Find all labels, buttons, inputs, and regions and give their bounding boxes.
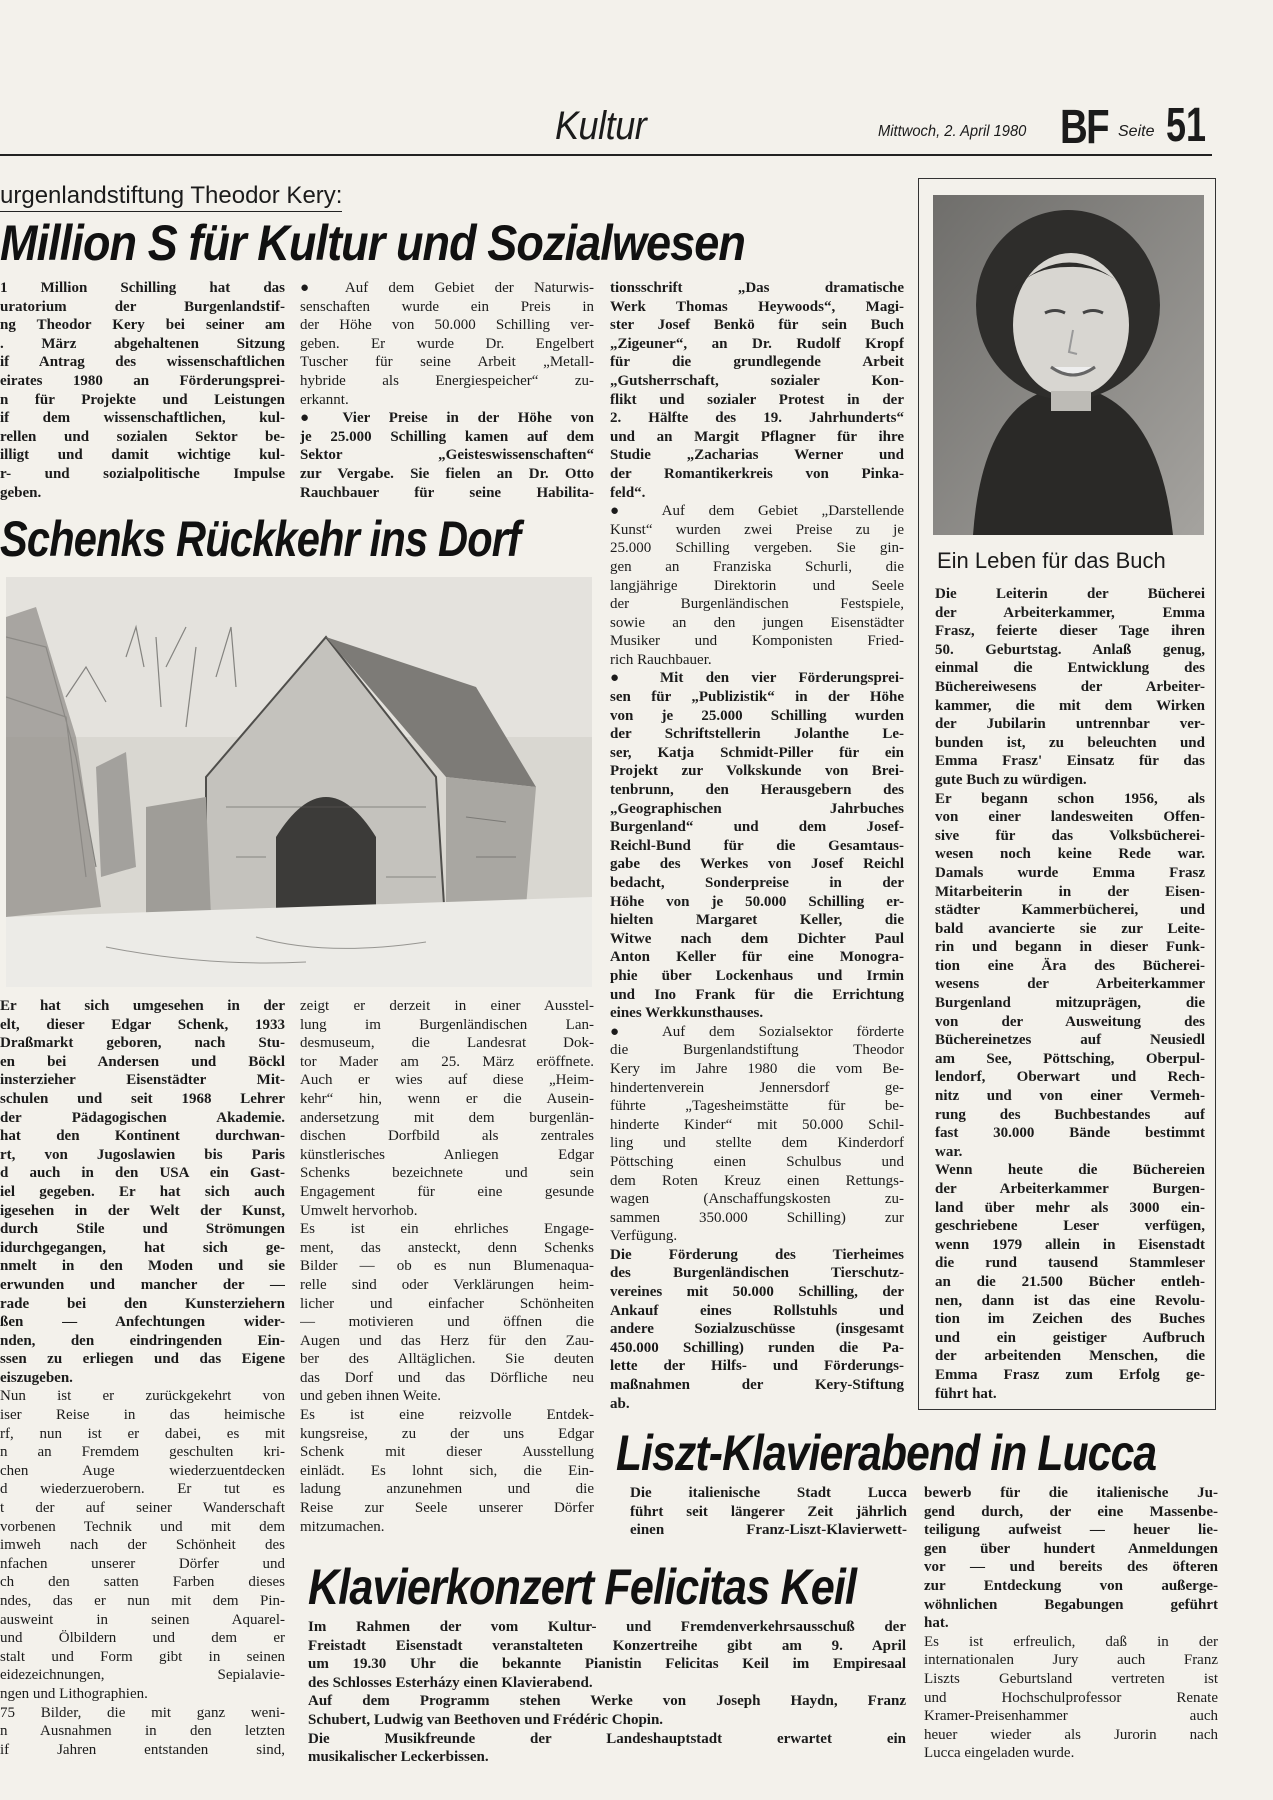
text-line: erkannt. bbox=[300, 391, 349, 408]
text-line: ßen — Anfechtungen wider- bbox=[0, 1314, 285, 1331]
article2-column-1 bbox=[0, 997, 285, 1759]
text-line: gen an Franziska Schurli, die bbox=[610, 558, 904, 575]
text-line: vereines mit 50.000 Schilling, der bbox=[610, 1284, 904, 1301]
paragraph bbox=[630, 1484, 907, 1540]
text-line: Auch er wies auf diese „Heim- bbox=[300, 1072, 594, 1089]
text-line: künstlerisches Anliegen Edgar bbox=[300, 1146, 594, 1163]
headline-million-s: Million S für Kultur und Sozialwesen bbox=[0, 215, 745, 271]
text-line: Burgenland mitzuprägen, die bbox=[935, 995, 1205, 1012]
text-line: ng Theodor Kery bei seiner am bbox=[0, 317, 285, 334]
paragraph bbox=[300, 279, 594, 409]
text-line: ser, Katja Schmidt-Piller für ein bbox=[610, 744, 904, 761]
text-line: zur Vergabe. Sie fielen an Dr. Otto bbox=[300, 465, 594, 482]
text-line: vorbenen Technik und mit dem bbox=[0, 1518, 285, 1535]
text-line: rin und begann in dieser Funk- bbox=[935, 939, 1205, 956]
text-line: Draßmarkt geboren, nach Stu- bbox=[0, 1035, 285, 1052]
paragraph bbox=[935, 1161, 1205, 1403]
text-line: . März abgehaltenen Sitzung bbox=[0, 335, 285, 352]
text-line: für die grundlegende Arbeit bbox=[610, 354, 904, 371]
text-line: sowie an den jungen Eisenstädter bbox=[610, 614, 904, 631]
text-line: andersetzung mit dem burgenlän- bbox=[300, 1109, 594, 1126]
text-line: Die Leiterin der Bücherei bbox=[935, 586, 1205, 602]
text-line: Engagement für eine gesunde bbox=[300, 1183, 594, 1200]
text-line: vor — und bereits des öfteren bbox=[924, 1559, 1218, 1576]
text-line: ssen zu erliegen und das Eigene bbox=[0, 1351, 285, 1368]
article2-column-2 bbox=[300, 997, 594, 1536]
text-line: Tuscher für seine Arbeit „Metall- bbox=[300, 354, 594, 371]
text-line: r- und sozialpolitische Impulse bbox=[0, 465, 285, 482]
paragraph bbox=[610, 1246, 904, 1413]
text-line: zeigt er derzeit in einer Ausstel- bbox=[300, 998, 594, 1014]
text-line: Kramer-Preisenhammer auch bbox=[924, 1708, 1218, 1725]
text-line: und geben ihnen Weite. bbox=[300, 1388, 441, 1405]
page-number: 51 bbox=[1166, 99, 1207, 152]
text-line: Büchereinetzes auf Neusiedl bbox=[935, 1032, 1205, 1049]
text-line: imweh nach der Schönheit des bbox=[0, 1537, 285, 1554]
article3-column-2 bbox=[924, 1484, 1218, 1763]
text-line: ● Auf dem Gebiet der Naturwis- bbox=[300, 280, 594, 296]
text-line: iser Reise in das heimische bbox=[0, 1407, 285, 1424]
text-line: Die italienische Stadt Lucca bbox=[630, 1485, 907, 1501]
text-line: 2. Hälfte des 19. Jahrhunderts“ bbox=[610, 410, 904, 427]
text-line: hielten Margaret Keller, die bbox=[610, 912, 904, 929]
text-line: eidezeichnungen, Sepialavie- bbox=[0, 1667, 285, 1684]
text-line: 25.000 Schilling vergeben. Sie gin- bbox=[610, 540, 904, 557]
text-line: der Jubilarin untrennbar ver- bbox=[935, 716, 1205, 733]
text-line: hindertenverein Jennersdorf ge- bbox=[610, 1079, 904, 1096]
text-line: ● Auf dem Sozialsektor förderte bbox=[610, 1023, 904, 1040]
text-line: illigt und damit wichtige kul- bbox=[0, 447, 285, 464]
text-line: mitzumachen. bbox=[300, 1518, 385, 1535]
text-line: wenn 1979 allein in Eisenstadt bbox=[935, 1236, 1205, 1253]
text-line: der Höhe von 50.000 Schilling ver- bbox=[300, 317, 594, 334]
text-line: Emma Frasz zum Erfolg ge- bbox=[935, 1366, 1205, 1383]
text-line: Frasz, feierte dieser Tage ihren bbox=[935, 623, 1205, 640]
article1-column-3 bbox=[610, 279, 904, 1413]
text-line: der Pädagogischen Akademie. bbox=[0, 1109, 285, 1126]
text-line: idurchgegangen, hat sich ge- bbox=[0, 1239, 285, 1256]
text-line: hinderte Kinder“ mit 50.000 Schil- bbox=[610, 1116, 904, 1133]
text-line: langjährige Direktorin und Seele bbox=[610, 577, 904, 594]
text-line: des Schlosses Esterházy einen Klavierabend. bbox=[308, 1674, 593, 1691]
text-line: der Arbeiterkammer, Emma bbox=[935, 604, 1205, 621]
text-line: relle sind oder Verklärungen heim- bbox=[300, 1276, 594, 1293]
text-line: wöhnlichen Begabungen geführt bbox=[924, 1596, 1218, 1613]
text-line: Studie „Zacharias Werner und bbox=[610, 447, 904, 464]
paragraph bbox=[610, 669, 904, 1022]
text-line: lette der Hilfs- und Förderungs- bbox=[610, 1358, 904, 1375]
text-line: Damals wurde Emma Frasz bbox=[935, 864, 1205, 881]
text-line: geben. bbox=[0, 484, 42, 501]
text-line: 75 Bilder, die mit ganz weni- bbox=[0, 1704, 285, 1721]
paragraph bbox=[300, 409, 594, 502]
text-line: lung im Burgenländischen Lan- bbox=[300, 1016, 594, 1033]
paragraph bbox=[935, 585, 1205, 790]
text-line: Mitarbeiterin in der Eisen- bbox=[935, 883, 1205, 900]
text-line: tion im Zeichen des Buches bbox=[935, 1311, 1205, 1328]
text-line: n an Fremdem geschulten kri- bbox=[0, 1444, 285, 1461]
text-line: Rauchbauer für seine Habilita- bbox=[300, 484, 594, 501]
paragraph bbox=[0, 1387, 285, 1703]
text-line: Es ist ein ehrliches Engage- bbox=[300, 1221, 594, 1238]
text-line: führt seit längerer Zeit jährlich bbox=[630, 1503, 907, 1520]
text-line: tor Mader am 25. März eröffnete. bbox=[300, 1053, 594, 1070]
text-line: von je 25.000 Schilling wurden bbox=[610, 707, 904, 724]
text-line: if Antrag des wissenschaftlichen bbox=[0, 354, 285, 371]
text-line: internationalen Jury auch Franz bbox=[924, 1652, 1218, 1669]
text-line: iel gegeben. Er hat sich auch bbox=[0, 1183, 285, 1200]
text-line: Im Rahmen der vom Kultur- und Fremdenverkehrsausschuß der bbox=[308, 1619, 906, 1635]
text-line: Musiker und Komponisten Fried- bbox=[610, 633, 904, 650]
text-line: Umwelt hervorhob. bbox=[300, 1202, 418, 1219]
text-line: — motivieren und öffnen die bbox=[300, 1314, 594, 1331]
text-line: sen für „Publizistik“ in der Höhe bbox=[610, 689, 904, 706]
text-line: Ankauf eines Rollstuhls und bbox=[610, 1302, 904, 1319]
text-line: tion eine Ära des Bücherei- bbox=[935, 957, 1205, 974]
text-line: eines Werkkunsthauses. bbox=[610, 1005, 764, 1022]
text-line: von einer landesweiten Offen- bbox=[935, 809, 1205, 826]
text-line: Höhe von je 50.000 Schilling er- bbox=[610, 893, 904, 910]
text-line: führt hat. bbox=[935, 1385, 997, 1402]
text-line: Emma Frasz' Einsatz für das bbox=[935, 753, 1205, 770]
paragraph bbox=[300, 1406, 594, 1536]
text-line: je 25.000 Schilling kamen auf dem bbox=[300, 428, 594, 445]
text-line: Schenks bezeichnete und sein bbox=[300, 1165, 594, 1182]
text-line: ● Vier Preise in der Höhe von bbox=[300, 410, 594, 427]
text-line: wesens der Arbeiterkammer bbox=[935, 976, 1205, 993]
paragraph bbox=[610, 279, 904, 502]
text-line: ngen und Lithographien. bbox=[0, 1685, 148, 1702]
text-line: gute Buch zu würdigen. bbox=[935, 771, 1087, 788]
text-line: Augen und das Herz für den Zau- bbox=[300, 1332, 594, 1349]
text-line: Kunst“ wurden zwei Preise zu je bbox=[610, 521, 904, 538]
text-line: desmuseum, die Landesrat Dok- bbox=[300, 1035, 594, 1052]
text-line: Es ist eine reizvolle Entdek- bbox=[300, 1407, 594, 1424]
text-line: bunden ist, zu beleuchten und bbox=[935, 734, 1205, 751]
text-line: elt, dieser Edgar Schenk, 1933 bbox=[0, 1016, 285, 1033]
text-line: und Ölbildern und dem er bbox=[0, 1630, 285, 1647]
text-line: Es ist erfreulich, daß in der bbox=[924, 1633, 1218, 1650]
text-line: stalt und Form gibt in seinen bbox=[0, 1648, 285, 1665]
text-line: teiligung aufweist — heuer lie- bbox=[924, 1522, 1218, 1539]
text-line: heuer wieder als Jurorin nach bbox=[924, 1726, 1218, 1743]
article3-column-1 bbox=[630, 1484, 907, 1540]
paragraph bbox=[308, 1692, 906, 1729]
text-line: ● Auf dem Gebiet „Darstellende bbox=[610, 503, 904, 520]
text-line: hybride als Energiespeicher“ zu- bbox=[300, 372, 594, 389]
text-line: nitz und von einer Vermeh- bbox=[935, 1088, 1205, 1105]
village-sketch-image bbox=[6, 577, 592, 987]
text-line: Sektor „Geisteswissenschaften“ bbox=[300, 447, 594, 464]
text-line: tenbrunn, den Herausgebern des bbox=[610, 782, 904, 799]
text-line: if Jahren entstanden sind, bbox=[0, 1741, 285, 1758]
text-line: Liszts Geburtsland vertreten ist bbox=[924, 1670, 1218, 1687]
section-title: Kultur bbox=[555, 104, 647, 148]
paragraph bbox=[924, 1633, 1218, 1763]
text-line: Bilder — ob es nun Blumenaqua- bbox=[300, 1258, 594, 1275]
text-line: gend durch, der eine Massenbe- bbox=[924, 1503, 1218, 1520]
paragraph bbox=[935, 790, 1205, 1162]
text-line: ment, das ansteckt, denn Schenks bbox=[300, 1239, 594, 1256]
text-line: von der Ausweitung des bbox=[935, 1013, 1205, 1030]
text-line: andere Sozialzuschüsse (insgesamt bbox=[610, 1321, 904, 1338]
text-line: führte „Tagesheimstätte für be- bbox=[610, 1098, 904, 1115]
text-line: Schenk mit dieser Ausstellung bbox=[300, 1444, 594, 1461]
text-line: phie über Lockenhaus und Irmin bbox=[610, 967, 904, 984]
text-line: igesehen in der Welt der Kunst, bbox=[0, 1202, 285, 1219]
text-line: senschaften wurde ein Preis in bbox=[300, 298, 594, 315]
text-line: maßnahmen der Kery-Stiftung bbox=[610, 1377, 904, 1394]
text-line: 450.000 Schilling) runden die Pa- bbox=[610, 1339, 904, 1356]
text-line: d auch in den USA ein Gast- bbox=[0, 1165, 285, 1182]
text-line: ch den satten Farben dieses bbox=[0, 1574, 285, 1591]
text-line: ladung anzunehmen und die bbox=[300, 1481, 594, 1498]
text-line: flikt und sozialer Protest in der bbox=[610, 391, 904, 408]
text-line: Kery im Jahre 1980 die vom Be- bbox=[610, 1060, 904, 1077]
headline-klavierkonzert: Klavierkonzert Felicitas Keil bbox=[308, 1559, 857, 1615]
text-line: hat. bbox=[924, 1615, 949, 1632]
text-line: rt, von Jugoslawien bis Paris bbox=[0, 1146, 285, 1163]
text-line: uratorium der Burgenlandstif- bbox=[0, 298, 285, 315]
paragraph bbox=[308, 1618, 906, 1692]
text-line: Wenn heute die Büchereien bbox=[935, 1162, 1205, 1179]
paragraph bbox=[0, 1704, 285, 1760]
text-line: Er begann schon 1956, als bbox=[935, 790, 1205, 807]
text-line: städter Kammerbücherei, und bbox=[935, 902, 1205, 919]
portrait-photo bbox=[933, 195, 1204, 535]
text-line: war. bbox=[935, 1143, 963, 1160]
text-line: Lucca eingeladen wurde. bbox=[924, 1745, 1075, 1762]
text-line: insterzieher Eisenstädter Mit- bbox=[0, 1072, 285, 1089]
text-line: rung des Buchbestandes auf bbox=[935, 1106, 1205, 1123]
text-line: erwunden und mancher der — bbox=[0, 1276, 285, 1293]
text-line: bald avancierte sie zur Leite- bbox=[935, 920, 1205, 937]
page-label: Seite bbox=[1118, 123, 1155, 140]
text-line: ● Mit den vier Förderungsprei- bbox=[610, 670, 904, 687]
text-line: zur Entdeckung von außerge- bbox=[924, 1577, 1218, 1594]
text-line: ab. bbox=[610, 1395, 630, 1412]
paragraph bbox=[610, 1023, 904, 1246]
text-line: einlädt. Es lohnt sich, die Ein- bbox=[300, 1462, 594, 1479]
header-rule bbox=[0, 154, 1212, 156]
text-line: einmal die Entwicklung des bbox=[935, 660, 1205, 677]
text-line: nen, dann ist das eine Revolu- bbox=[935, 1292, 1205, 1309]
text-line: dischen Dorfbild als zentrales bbox=[300, 1128, 594, 1145]
newspaper-logo: BF bbox=[1060, 101, 1108, 154]
text-line: Die Musikfreunde der Landeshauptstadt erwartet ein bbox=[308, 1730, 906, 1747]
text-line: „Geographischen Jahrbuches bbox=[610, 800, 904, 817]
text-line: die Burgenlandstiftung Theodor bbox=[610, 1042, 904, 1059]
text-line: der Romantikerkreis von Pinka- bbox=[610, 465, 904, 482]
text-line: eirates 1980 an Förderungsprei- bbox=[0, 372, 285, 389]
text-line: sammen 350.000 Schilling) zur bbox=[610, 1209, 904, 1226]
text-line: rellen und sozialen Sektor be- bbox=[0, 428, 285, 445]
text-line: der Schriftstellerin Jolanthe Le- bbox=[610, 726, 904, 743]
text-line: ster Josef Benkö für sein Buch bbox=[610, 317, 904, 334]
text-line: gen über hundert Anmeldungen bbox=[924, 1540, 1218, 1557]
text-line: n Ausnahmen in den letzten bbox=[0, 1723, 285, 1740]
text-line: eiszugeben. bbox=[0, 1369, 73, 1386]
paragraph bbox=[0, 279, 285, 502]
text-line: der Burgenländischen Festspiele, bbox=[610, 596, 904, 613]
text-line: „Zigeuner“, an Dr. Rudolf Kropf bbox=[610, 335, 904, 352]
text-line: durch Stile und Strömungen bbox=[0, 1221, 285, 1238]
issue-date: Mittwoch, 2. April 1980 bbox=[878, 123, 1027, 140]
text-line: Witwe nach dem Dichter Paul bbox=[610, 930, 904, 947]
text-line: ndes, das er nun mit dem Pin- bbox=[0, 1593, 285, 1609]
text-line: tionsschrift „Das dramatische bbox=[610, 280, 904, 296]
text-line: Pöttsching einen Schulbus und bbox=[610, 1153, 904, 1170]
paragraph bbox=[300, 997, 594, 1220]
text-line: geschriebene Leser verfügen, bbox=[935, 1218, 1205, 1235]
text-line: das Dorf und das Dörfliche neu bbox=[300, 1369, 594, 1386]
text-line: dem Roten Kreuz einen Rettungs- bbox=[610, 1172, 904, 1189]
text-line: licher und einfacher Schönheiten bbox=[300, 1295, 594, 1312]
text-line: gabe des Werkes von Josef Reichl bbox=[610, 856, 904, 873]
paragraph bbox=[308, 1730, 906, 1767]
text-line: kungsreise, zu der uns Edgar bbox=[300, 1425, 594, 1442]
text-line: rade bei den Kunsterziehern bbox=[0, 1295, 285, 1312]
text-line: bewerb für die italienische Ju- bbox=[924, 1485, 1218, 1501]
text-line: wagen (Anschaffungskosten zu- bbox=[610, 1191, 904, 1208]
text-line: sive für das Volksbücherei- bbox=[935, 827, 1205, 844]
sidebar-caption: Ein Leben für das Buch bbox=[937, 548, 1166, 573]
text-line: Freistadt Eisenstadt veranstalteten Konzertreihe gibt am 9. April bbox=[308, 1637, 906, 1654]
paragraph bbox=[300, 1220, 594, 1406]
text-line: fast 30.000 Bände bestimmt bbox=[935, 1125, 1205, 1142]
text-line: und Hochschulprofessor Renate bbox=[924, 1689, 1218, 1706]
text-line: Verfügung. bbox=[610, 1228, 678, 1245]
text-line: ber des Alltäglichen. Sie deuten bbox=[300, 1351, 594, 1368]
text-line: an die 21.500 Bücher entleh- bbox=[935, 1273, 1205, 1290]
text-line: 1 Million Schilling hat das bbox=[0, 280, 285, 296]
text-line: en bei Andersen und Böckl bbox=[0, 1053, 285, 1070]
text-line: Nun ist er zurückgekehrt von bbox=[0, 1388, 285, 1405]
text-line: Reichl-Bund für die Gesamtaus- bbox=[610, 837, 904, 854]
text-line: t der auf seiner Wanderschaft bbox=[0, 1500, 285, 1517]
text-line: Werk Thomas Heywoods“, Magi- bbox=[610, 298, 904, 315]
text-line: einen Franz-Liszt-Klavierwett- bbox=[630, 1522, 907, 1539]
text-line: lendorf, Oberwart und Rech- bbox=[935, 1069, 1205, 1086]
text-line: Die Förderung des Tierheimes bbox=[610, 1246, 904, 1263]
text-line: hat den Kontinent durchwan- bbox=[0, 1128, 285, 1145]
article-kicker: urgenlandstiftung Theodor Kery: bbox=[0, 182, 342, 212]
text-line: chen Auge wiederzuentdecken bbox=[0, 1462, 285, 1479]
text-line: und Ino Frank für die Errichtung bbox=[610, 986, 904, 1003]
paragraph bbox=[0, 997, 285, 1387]
text-line: rich Rauchbauer. bbox=[610, 651, 712, 668]
headline-liszt-klavierabend: Liszt-Klavierabend in Lucca bbox=[616, 1425, 1157, 1481]
article1-column-1 bbox=[0, 279, 285, 502]
text-line: rf, nun ist er dabei, es mit bbox=[0, 1425, 285, 1442]
text-line: „Gutsherrschaft, sozialer Kon- bbox=[610, 372, 904, 389]
text-line: kammer, die mit dem Wirken bbox=[935, 697, 1205, 714]
paragraph bbox=[610, 502, 904, 669]
text-line: Projekt zur Volkskunde von Brei- bbox=[610, 763, 904, 780]
text-line: und ein geistiger Aufbruch bbox=[935, 1329, 1205, 1346]
text-line: bedacht, Sonderpreise in der bbox=[610, 875, 904, 891]
text-line: am See, Pöttsching, Oberpul- bbox=[935, 1050, 1205, 1067]
paragraph bbox=[924, 1484, 1218, 1633]
text-line: Burgenland“ und dem Josef- bbox=[610, 819, 904, 836]
text-line: Er hat sich umgesehen in der bbox=[0, 998, 285, 1014]
text-line: nmelt in den Moden und sie bbox=[0, 1258, 285, 1275]
text-line: ausweint in seinen Aquarel- bbox=[0, 1611, 285, 1628]
text-line: Auf dem Programm stehen Werke von Joseph Haydn, Franz bbox=[308, 1693, 906, 1710]
text-line: schulen und seit 1968 Lehrer bbox=[0, 1090, 285, 1107]
text-line: 50. Geburtstag. Anlaß genug, bbox=[935, 641, 1205, 658]
article1-column-2 bbox=[300, 279, 594, 502]
text-line: der Arbeiterkammer Burgen- bbox=[935, 1181, 1205, 1197]
text-line: d wiederzuerobern. Er tut es bbox=[0, 1481, 285, 1498]
text-line: kehr“ hin, wenn er die Ausein- bbox=[300, 1090, 594, 1107]
text-line: Schubert, Ludwig van Beethoven und Frédéric Chopin. bbox=[308, 1711, 664, 1728]
text-line: nden, den eindringenden Ein- bbox=[0, 1332, 285, 1349]
text-line: n für Projekte und Leistungen bbox=[0, 391, 285, 408]
text-line: wesen noch keine Rede war. bbox=[935, 846, 1205, 863]
text-line: ling und stellte dem Kinderdorf bbox=[610, 1135, 904, 1152]
text-line: um 19.30 Uhr die bekannte Pianistin Felicitas Keil im Empiresaal bbox=[308, 1656, 906, 1673]
article4-text bbox=[308, 1618, 906, 1767]
text-line: Büchereiwesens der Arbeiter- bbox=[935, 678, 1205, 695]
text-line: nfachen unserer Dörfer und bbox=[0, 1555, 285, 1572]
headline-schenks-rueckkehr: Schenks Rückkehr ins Dorf bbox=[0, 511, 521, 567]
text-line: die rund tausend Stammleser bbox=[935, 1255, 1205, 1272]
text-line: Reise zur Seele unserer Dörfer bbox=[300, 1500, 594, 1517]
sidebar-text bbox=[935, 585, 1205, 1403]
text-line: Anton Keller für eine Monogra- bbox=[610, 949, 904, 966]
text-line: und an Margit Pflagner für ihre bbox=[610, 428, 904, 445]
text-line: musikalischer Leckerbissen. bbox=[308, 1749, 489, 1766]
text-line: des Burgenländischen Tierschutz- bbox=[610, 1265, 904, 1282]
text-line: geben. Er wurde Dr. Engelbert bbox=[300, 335, 594, 352]
text-line: if dem wissenschaftlichen, kul- bbox=[0, 410, 285, 427]
text-line: land über mehr als 3000 ein- bbox=[935, 1199, 1205, 1216]
text-line: der arbeitenden Menschen, die bbox=[935, 1348, 1205, 1365]
text-line: feld“. bbox=[610, 484, 646, 501]
